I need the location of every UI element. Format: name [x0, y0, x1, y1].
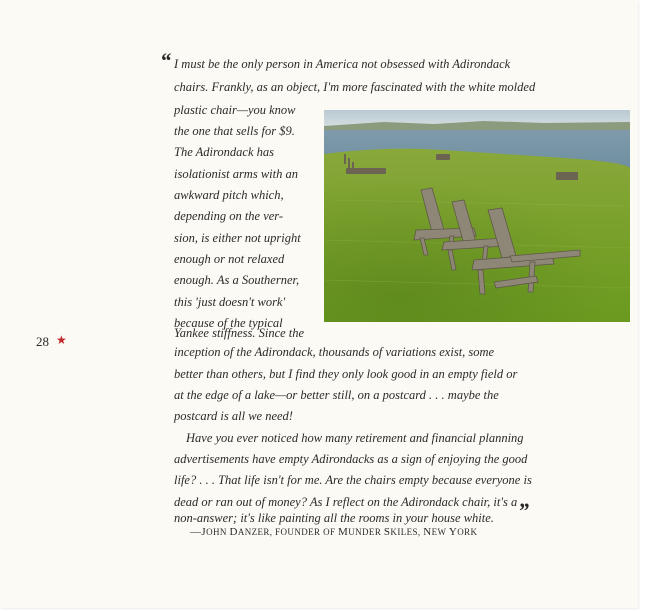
- quote-line: sion, is either not upright: [174, 231, 301, 245]
- quote-line: the one that sells for $9.: [174, 124, 295, 138]
- quote-line: better than others, but I find they only look good in an empty field or: [174, 367, 518, 381]
- attribution-text: J: [201, 526, 207, 538]
- quote-line: because of the typical: [174, 316, 283, 330]
- quote-line: this 'just doesn't work': [174, 295, 286, 309]
- attribution-text: N: [423, 526, 432, 538]
- quote-line: inception of the Adirondack, thousands of variations exist, some: [174, 345, 495, 359]
- quote-line: plastic chair—you know: [174, 103, 296, 117]
- quote-line: Have you ever noticed how many retirement and financial planning: [186, 431, 524, 445]
- quote-line: enough or not relaxed: [174, 252, 285, 266]
- attribution-text: FOUNDER OF: [275, 527, 339, 537]
- quote-line: advertisements have empty Adirondacks as a sign of enjoying the good: [174, 452, 528, 466]
- open-quote-mark: “: [160, 48, 171, 73]
- quote-line: The Adirondack has: [174, 145, 274, 159]
- attribution-text: Y: [448, 526, 458, 538]
- attribution-text: OHN: [206, 527, 230, 537]
- quote-line: life? . . . That life isn't for me. Are the chairs empty because everyone is: [174, 473, 532, 487]
- quote-line: postcard is all we need!: [174, 409, 293, 423]
- attribution-text: D: [229, 526, 238, 538]
- attribution: [190, 526, 477, 538]
- star-icon: ★: [56, 333, 67, 347]
- attribution-text: S: [383, 526, 391, 538]
- attribution-dash: —: [190, 526, 202, 538]
- quote-line: dead or ran out of money? As I reflect on the Adirondack chair, it's a: [174, 495, 518, 509]
- photo-svg: [324, 110, 630, 322]
- page-number: 28: [36, 334, 49, 349]
- quote-line: chairs. Frankly, as an object, I'm more fascinated with the white molded: [174, 80, 536, 94]
- quote-line: depending on the ver-: [174, 209, 284, 223]
- quote-line: awkward pitch which,: [174, 188, 284, 202]
- quote-line: non-answer; it's like painting all the rooms in your house white.: [174, 511, 494, 525]
- attribution-text: KILES,: [390, 527, 424, 537]
- attribution-text: EW: [431, 527, 449, 537]
- quote-line: Yankee stiffness. Since the: [174, 326, 305, 340]
- quote-line: enough. As a Southerner,: [174, 273, 300, 287]
- quote-line: I must be the only person in America not obsessed with Adirondack: [174, 57, 511, 71]
- adirondack-chairs-photo: [324, 110, 630, 322]
- attribution-text: ORK: [457, 527, 478, 537]
- attribution-text: ANZER,: [237, 527, 276, 537]
- attribution-text: M: [338, 526, 349, 538]
- quote-line: isolationist arms with an: [174, 167, 298, 181]
- attribution-text: UNDER: [348, 527, 384, 537]
- close-quote-mark: ”: [518, 498, 529, 523]
- quote-line: at the edge of a lake—or better still, on a postcard . . . maybe the: [174, 388, 499, 402]
